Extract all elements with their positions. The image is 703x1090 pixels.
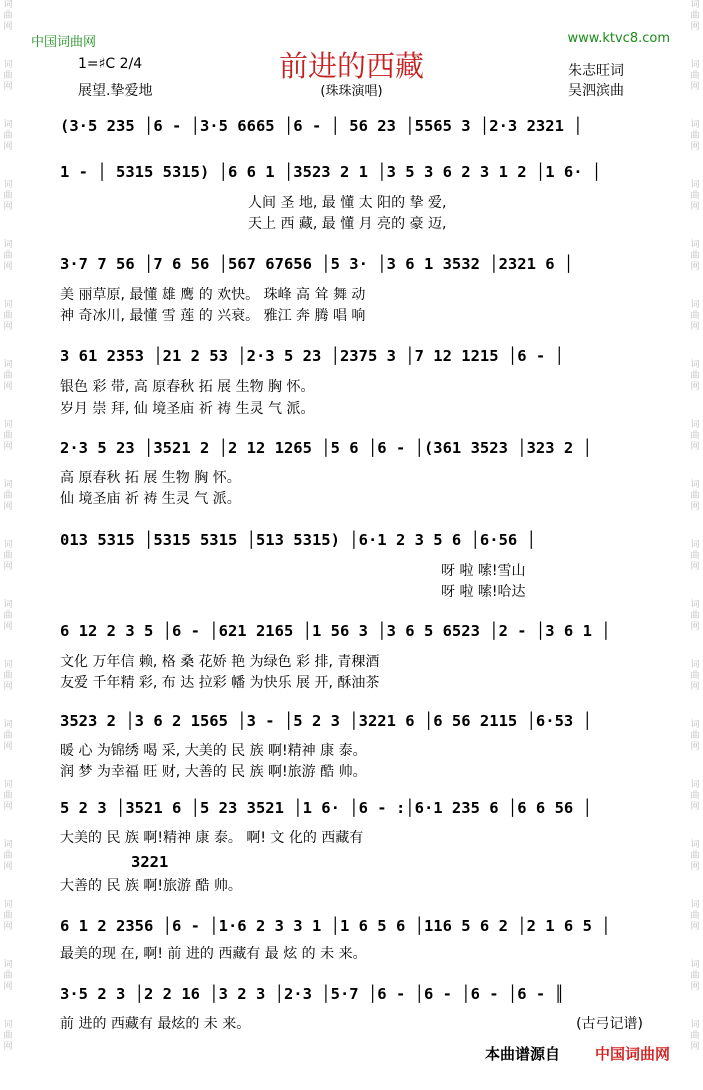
stave-11-lyric-1: 最美的现 在, 啊! 前 进的 西藏有 最 炫 的 未 来。: [60, 946, 367, 962]
watermark-text: 词 曲 网: [3, 900, 13, 932]
stave-4-notes: 3 61 2353 │21 2 53 │2·3 5 23 │2375 3 │7 12 1215 │6 - │: [60, 347, 564, 365]
tempo-marking: 展望.挚爱地: [78, 83, 153, 99]
watermark-right: [688, 0, 702, 1090]
stave-5-lyric-1: 高 原春秋 拓 展 生物 胸 怀。: [60, 470, 241, 486]
stave-3-lyric-2: 神 奇冰川, 最懂 雪 莲 的 兴衰。 雅江 奔 腾 唱 响: [60, 308, 366, 324]
watermark-text: 词 曲 网: [690, 480, 700, 512]
source-label: 本曲谱源自: [484, 1045, 560, 1063]
stave-12-lyric-1: 前 进的 西藏有 最炫的 未 来。: [60, 1016, 251, 1032]
watermark-text: 词 曲 网: [690, 180, 700, 212]
stave-6-lyric-2: 呀 啦 嗦!哈达: [441, 584, 526, 600]
stave-11-notes: 6 1 2 2356 │6 - │1·6 2 3 3 1 │1 6 5 6 │116 5 6 2 │2 1 6 5 │: [60, 917, 611, 935]
site-name-left[interactable]: 中国词曲网: [31, 35, 97, 50]
watermark-text: 词 曲 网: [690, 420, 700, 452]
stave-3-lyric-1: 美 丽草原, 最懂 雄 鹰 的 欢快。 珠峰 高 耸 舞 动: [60, 287, 366, 303]
watermark-text: 词 曲 网: [690, 900, 700, 932]
song-title: 前进的西藏: [278, 49, 424, 83]
watermark-text: 词 曲 网: [690, 360, 700, 392]
key-signature: 1=♯C 2/4: [78, 56, 143, 72]
composer-credit: 吴泗滨曲: [568, 83, 624, 99]
stave-7-lyric-2: 友爱 千年精 彩, 布 达 拉彩 幡 为快乐 展 开, 酥油茶: [60, 675, 380, 691]
watermark-text: 词 曲 网: [3, 600, 13, 632]
stave-3-notes: 3·7 7 56 │7 6 56 │567 67656 │5 3· │3 6 1 3532 │2321 6 │: [60, 255, 574, 273]
watermark-text: 词 曲 网: [3, 720, 13, 752]
watermark-text: 词 曲 网: [690, 300, 700, 332]
stave-4-lyric-1: 银色 彩 带, 高 原春秋 拓 展 生物 胸 怀。: [60, 379, 315, 395]
watermark-text: 词 曲 网: [690, 540, 700, 572]
watermark-text: 词 曲 网: [690, 60, 700, 92]
watermark-text: 词 曲 网: [690, 240, 700, 272]
arranger-note: (古弓记谱): [576, 1016, 643, 1032]
watermark-text: 词 曲 网: [3, 660, 13, 692]
watermark-text: 词 曲 网: [3, 240, 13, 272]
watermark-text: 词 曲 网: [3, 360, 13, 392]
watermark-text: 词 曲 网: [3, 540, 13, 572]
watermark-text: 词 曲 网: [3, 780, 13, 812]
stave-6-notes: 013 5315 │5315 5315 │513 5315) │6·1 2 3 5 6 │6·56 │: [60, 531, 536, 549]
stave-2-lyric-1: 人间 圣 地, 最 懂 太 阳的 挚 爱,: [248, 195, 447, 211]
watermark-text: 词 曲 网: [3, 420, 13, 452]
stave-8-lyric-1: 暖 心 为锦绣 喝 采, 大美的 民 族 啊!精神 康 泰。: [60, 743, 367, 759]
stave-8-notes: 3523 2 │3 6 2 1565 │3 - │5 2 3 │3221 6 │6 56 2115 │6·53 │: [60, 712, 592, 730]
watermark-text: 词 曲 网: [3, 300, 13, 332]
watermark-text: 词 曲 网: [690, 1020, 700, 1052]
site-url-right[interactable]: www.ktvc8.com: [567, 31, 670, 46]
watermark-text: 词 曲 网: [3, 960, 13, 992]
watermark-text: 词 曲 网: [690, 960, 700, 992]
watermark-text: 词 曲 网: [690, 120, 700, 152]
watermark-text: 词 曲 网: [690, 840, 700, 872]
stave-9-lyric-1: 大美的 民 族 啊!精神 康 泰。 啊! 文 化的 西藏有: [60, 830, 364, 846]
song-subtitle: (珠珠演唱): [320, 84, 383, 99]
watermark-text: 词 曲 网: [690, 660, 700, 692]
watermark-text: 词 曲 网: [690, 780, 700, 812]
watermark-text: 词 曲 网: [3, 840, 13, 872]
watermark-text: 词 曲 网: [3, 1020, 13, 1052]
stave-4-lyric-2: 岁月 崇 拜, 仙 境圣庙 祈 祷 生灵 气 派。: [60, 401, 315, 417]
watermark-text: 词 曲 网: [3, 180, 13, 212]
stave-5-notes: 2·3 5 23 │3521 2 │2 12 1265 │5 6 │6 - │(361 3523 │323 2 │: [60, 439, 592, 457]
stave-7-lyric-1: 文化 万年信 赖, 格 桑 花娇 艳 为绿色 彩 排, 青稞酒: [60, 654, 380, 670]
lyricist-credit: 朱志旺词: [568, 63, 624, 79]
watermark-text: 词 曲 网: [690, 720, 700, 752]
stave-2-lyric-2: 天上 西 藏, 最 懂 月 亮的 豪 迈,: [248, 216, 447, 232]
stave-2-notes: 1 - │ 5315 5315) │6 6 1 │3523 2 1 │3 5 3 6 2 3 1 2 │1 6· │: [60, 163, 602, 181]
stave-12-notes: 3·5 2 3 │2 2 16 │3 2 3 │2·3 │5·7 │6 - │6 - │6 - │6 - ║: [60, 985, 564, 1003]
stave-1-notes: (3·5 235 │6 - │3·5 6665 │6 - │ 56 23 │5565 3 │2·3 2321 │: [60, 117, 583, 135]
source-site-link[interactable]: 中国词曲网: [594, 1045, 670, 1063]
watermark-text: 词 曲 网: [690, 600, 700, 632]
watermark-left: [1, 0, 15, 1090]
stave-5-lyric-2: 仙 境圣庙 祈 祷 生灵 气 派。: [60, 491, 241, 507]
watermark-text: 词 曲 网: [3, 60, 13, 92]
watermark-text: 词 曲 网: [3, 120, 13, 152]
stave-8-lyric-2: 润 梦 为幸福 旺 财, 大善的 民 族 啊!旅游 酷 帅。: [60, 764, 367, 780]
stave-9-notes: 5 2 3 │3521 6 │5 23 3521 │1 6· │6 - :│6·1 235 6 │6 6 56 │: [60, 799, 592, 817]
watermark-text: 词 曲 网: [690, 0, 700, 32]
stave-7-notes: 6 12 2 3 5 │6 - │621 2165 │1 56 3 │3 6 5 6523 │2 - │3 6 1 │: [60, 622, 611, 640]
stave-10-notes: 3221: [131, 853, 169, 871]
watermark-text: 词 曲 网: [3, 0, 13, 32]
stave-10-lyric-1: 大善的 民 族 啊!旅游 酷 帅。: [60, 878, 242, 894]
watermark-text: 词 曲 网: [3, 480, 13, 512]
stave-6-lyric-1: 呀 啦 嗦!雪山: [441, 563, 526, 579]
